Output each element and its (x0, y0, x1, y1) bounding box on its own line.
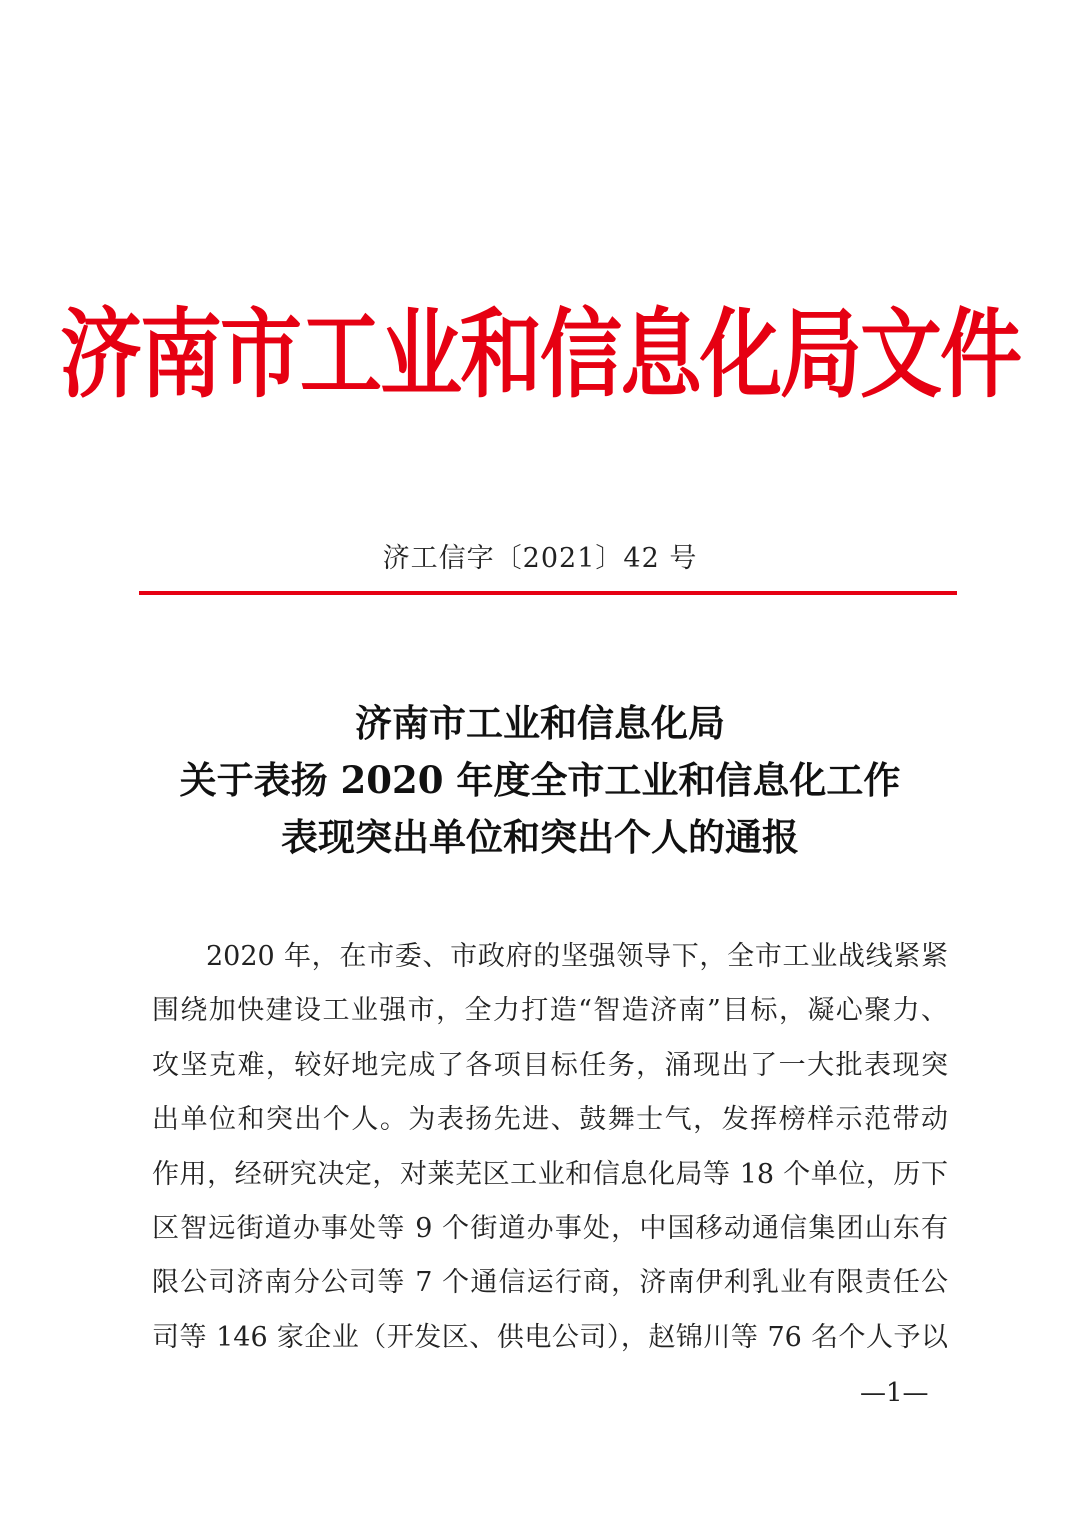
notice-title (0, 695, 1080, 866)
body-line: 2020 年，在市委、市政府的坚强领导下，全市工业战线紧紧 (206, 941, 948, 972)
page-number: —1— (860, 1378, 929, 1408)
body-line: 围绕加快建设工业强市，全力打造“智造济南”目标，凝心聚力、 (152, 995, 948, 1027)
body-line: 区智远街道办事处等 9 个街道办事处，中国移动通信集团山东有 (152, 1212, 948, 1244)
body-paragraph (152, 930, 948, 1365)
body-line: 司等 146 家企业（开发区、供电公司），赵锦川等 76 名个人予以 (152, 1321, 948, 1353)
issuer-title: 济南市工业和信息化局文件 (59, 298, 1020, 412)
body-line: 攻坚克难，较好地完成了各项目标任务，涌现出了一大批表现突 (152, 1049, 948, 1081)
notice-title-line: 济南市工业和信息化局 (355, 701, 725, 745)
notice-title-line: 关于表扬 2020 年度全市工业和信息化工作 (179, 758, 901, 802)
body-line: 限公司济南分公司等 7 个通信运行商，济南伊利乳业有限责任公 (152, 1267, 948, 1299)
notice-title-line: 表现突出单位和突出个人的通报 (281, 815, 799, 859)
red-divider-rule (139, 591, 957, 595)
body-line: 作用，经研究决定，对莱芜区工业和信息化局等 18 个单位，历下 (152, 1158, 948, 1190)
body-line: 出单位和突出个人。为表扬先进、鼓舞士气，发挥榜样示范带动 (152, 1104, 948, 1136)
document-number: 济工信字〔2021〕42 号 (382, 543, 698, 574)
